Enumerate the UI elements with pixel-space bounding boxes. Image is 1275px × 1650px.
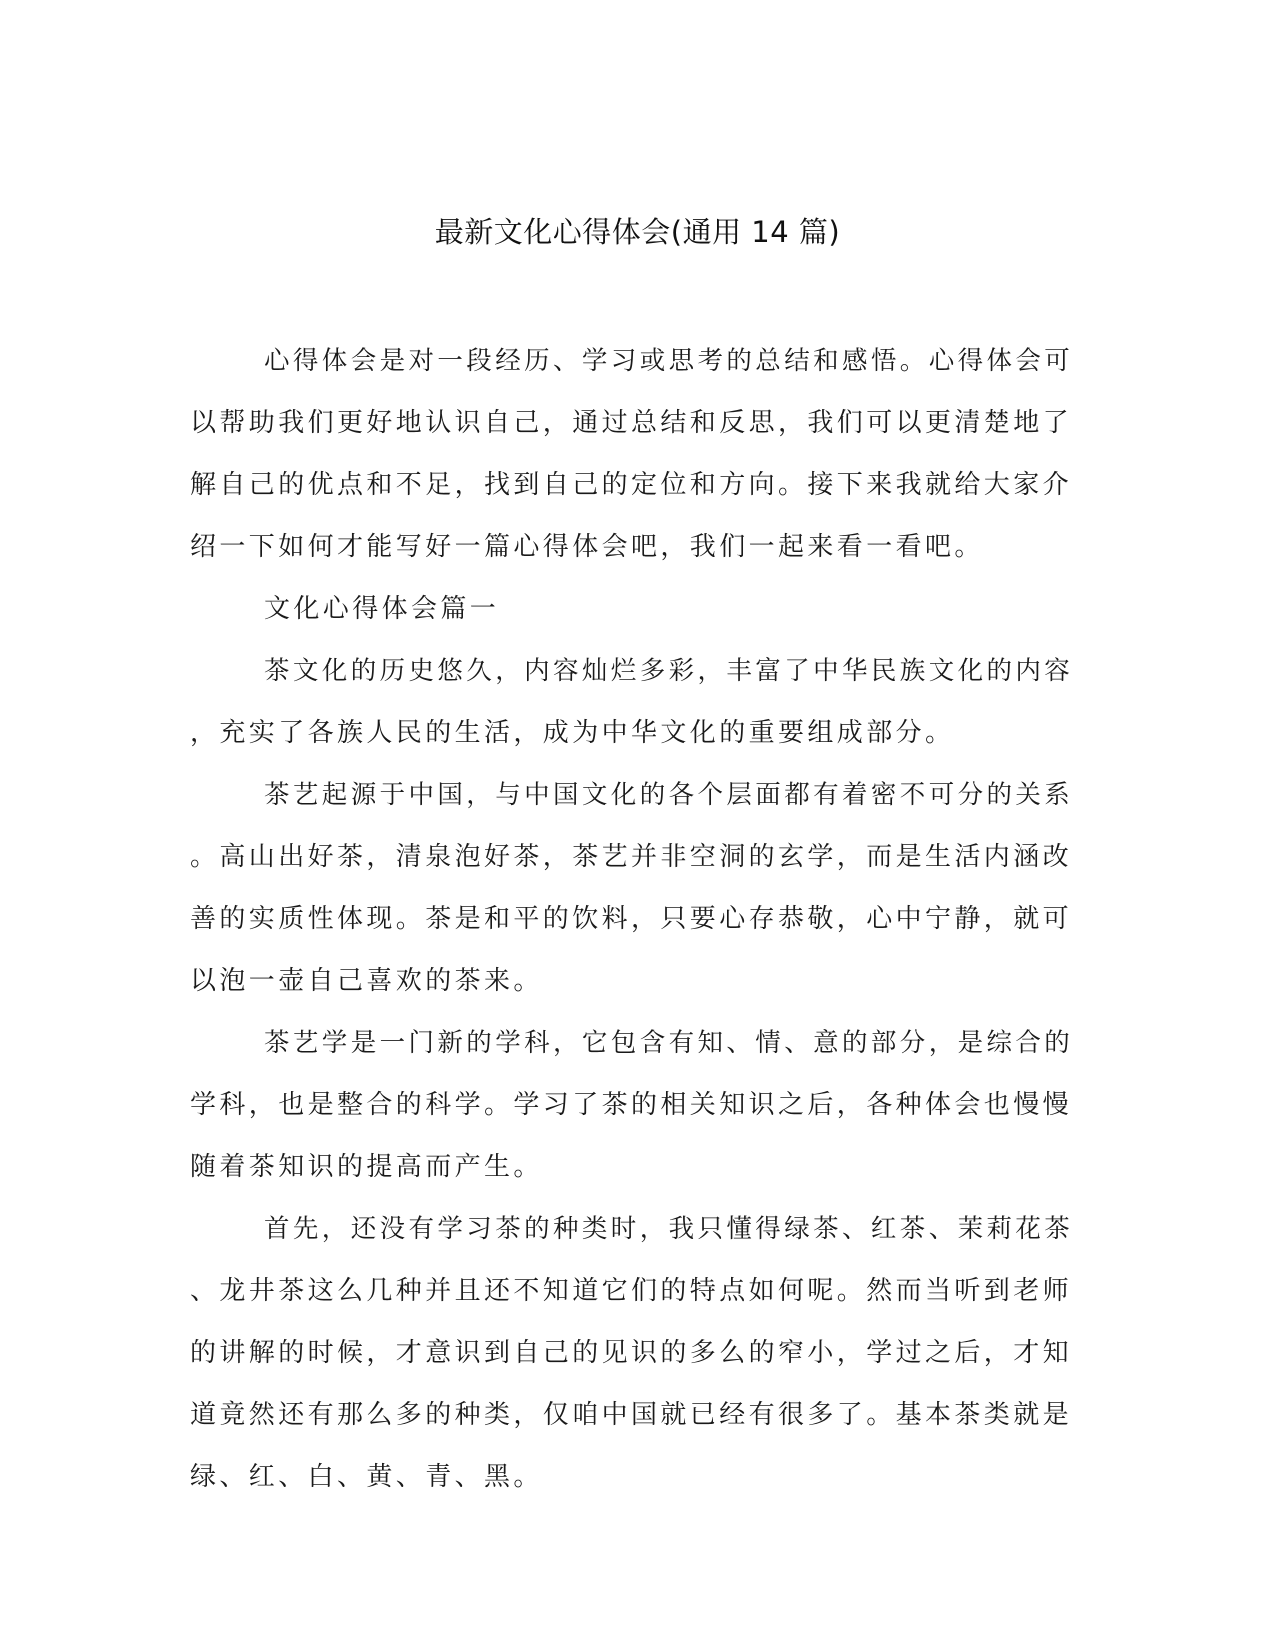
text-line: 。高山出好茶，清泉泡好茶，茶艺并非空洞的玄学，而是生活内涵改	[190, 842, 1073, 872]
document-body	[190, 330, 1080, 1508]
text-line: 茶文化的历史悠久，内容灿烂多彩，丰富了中华民族文化的内容	[264, 656, 1074, 686]
text-line: 绿、红、白、黄、青、黑。	[190, 1462, 543, 1492]
text-line: 首先，还没有学习茶的种类时，我只懂得绿茶、红茶、茉莉花茶	[264, 1214, 1074, 1244]
document-title: 最新文化心得体会(通用 14 篇)	[434, 215, 841, 249]
text-line: 以帮助我们更好地认识自己，通过总结和反思，我们可以更清楚地了	[190, 408, 1073, 438]
text-line: 善的实质性体现。茶是和平的饮料，只要心存恭敬，心中宁静，就可	[190, 904, 1073, 934]
text-line: 学科，也是整合的科学。学习了茶的相关知识之后，各种体会也慢慢	[190, 1090, 1073, 1120]
text-line: 茶艺起源于中国，与中国文化的各个层面都有着密不可分的关系	[264, 780, 1074, 810]
text-line: 的讲解的时候，才意识到自己的见识的多么的窄小，学过之后，才知	[190, 1338, 1073, 1368]
text-line: 随着茶知识的提高而产生。	[190, 1152, 543, 1182]
text-line: 茶艺学是一门新的学科，它包含有知、情、意的部分，是综合的	[264, 1028, 1074, 1058]
text-line: 以泡一壶自己喜欢的茶来。	[190, 966, 543, 996]
text-line: 心得体会是对一段经历、学习或思考的总结和感悟。心得体会可	[264, 346, 1074, 376]
text-line: ，充实了各族人民的生活，成为中华文化的重要组成部分。	[190, 718, 955, 748]
text-line: 道竟然还有那么多的种类，仅咱中国就已经有很多了。基本茶类就是	[190, 1400, 1073, 1430]
text-line: 绍一下如何才能写好一篇心得体会吧，我们一起来看一看吧。	[190, 532, 984, 562]
text-line: 、龙井茶这么几种并且还不知道它们的特点如何呢。然而当听到老师	[190, 1276, 1073, 1306]
text-line: 解自己的优点和不足，找到自己的定位和方向。接下来我就给大家介	[190, 470, 1073, 500]
text-line: 文化心得体会篇一	[264, 594, 500, 624]
